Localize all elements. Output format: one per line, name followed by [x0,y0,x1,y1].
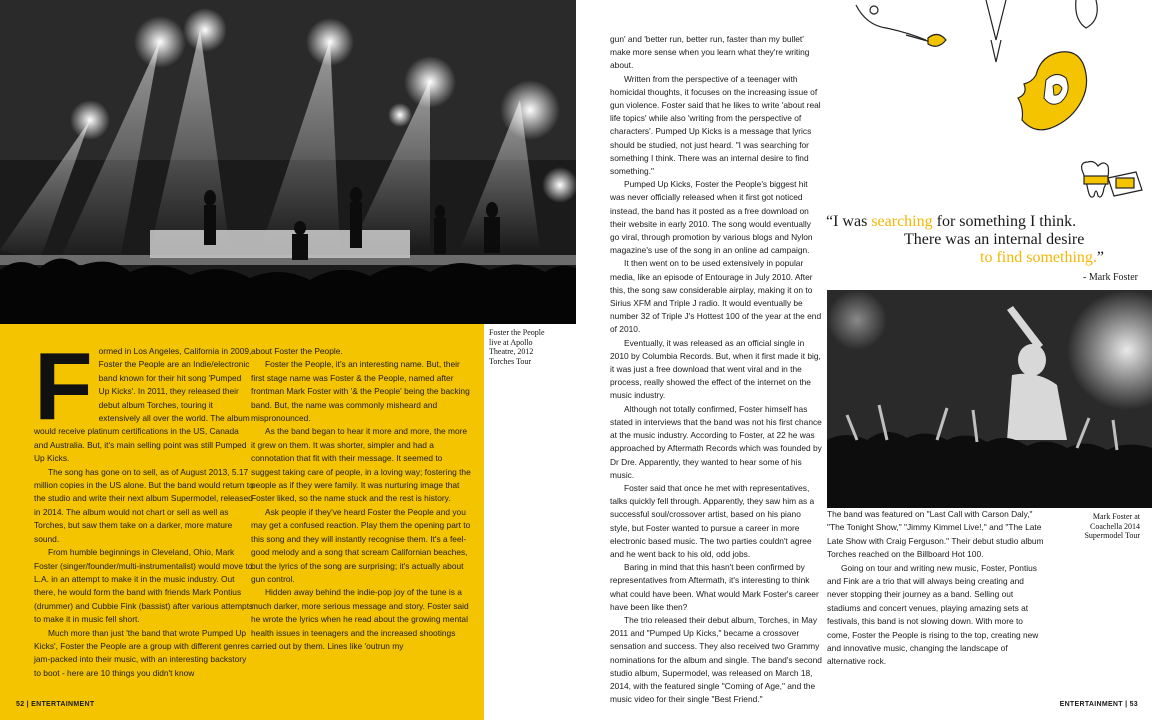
quote-text: “I was [826,213,872,230]
apollo-photo-caption [489,328,569,366]
concert-photo-coachella [827,290,1152,508]
right-page [576,0,1152,720]
quote-highlight: searching [871,213,933,230]
page-folio-left: 52 | ENTERTAINMENT [16,701,95,708]
quote-line-2: There was an internal desire [904,231,1085,248]
paragraph: The song has gone on to sell, as of August 2013, 5.17 million copies in the US alone. But the band would return to the studio and write their next album Supermodel, released in 2014. The album would not chart or sell as well as Torches, but saw them take on a darker, more mature sound. [34,466,254,544]
caption-line: live at Apollo [489,337,533,347]
quote-attribution: - Mark Foster [1083,272,1138,283]
quote-text: for something I think. [932,213,1077,230]
doodle-illustrations [846,0,1152,215]
paragraph: As the band began to hear it more and more, the more it grew on them. It was shorter, simpler and had a connotation that fit with their message. It seemed to suggest taking care of people, in a loving way; fostering the people as if they were family. It was nurturing image that Foster liked, so the name stuck and the rest is history. [251,426,471,504]
drop-cap: F [34,333,93,440]
paragraph: Hidden away behind the indie-pop joy of the tune is a much darker, more serious message and story. Foster said he wrote the lyrics when he read about the growing mental health issues in teenagers and the increased shootings carried out by them. Lines like 'outrun my [251,587,469,651]
coachella-photo-caption [1050,512,1140,541]
quote-text: ” [1096,249,1104,266]
article-column-2 [251,345,473,653]
paragraph: It then went on to be used extensively in popular media, like an episode of Entourage in July 2010. After this, the song saw considerable airplay, making it on to Sirius XFM and Triple J radio. It would eventually be number 32 of Triple J's Hottest 100 of the year at the end of 2010. [610,258,822,335]
paragraph: gun' and 'better run, better run, faster than my bullet' make more sense when you learn what they're writing about. [610,34,810,71]
pull-quote [826,213,1146,267]
article-column-1 [34,333,254,680]
caption-line: Theatre, 2012 [489,347,534,356]
caption-line: Mark Foster at [1092,512,1140,521]
caption-line: Torches Tour [489,356,532,366]
paragraph: ormed in Los Angeles, California in 2009, Foster the People are an Indie/electronic band known for their hit song 'Pumped Up Kicks'. In 2011, they released their debut album Torches, touring it extensively all over the world. The album would receive platinum certifications in the US, Canada and Australia. But, it's main selling point was still Pumped Up Kicks. [34,346,252,464]
quote-line-1 [826,213,1146,231]
paragraph: Baring in mind that this hasn't been confirmed by representatives from Aftermath, it's interesting to think what could have been. What would Mark Foster's career have been like then? [610,562,819,612]
flame-icon [1018,52,1087,130]
concert-photo-apollo [0,0,576,324]
paragraph: Foster the People, it's an interesting name. But, their first stage name was Foster & the People, named after frontman Mark Foster with '& the People' being the backing band. But, the name was commonly misheard and mispronounced. [251,359,470,424]
caption-line: Foster the People [489,328,545,337]
paragraph: Eventually, it was released as an official single in 2010 by Columbia Records. But, when it first made it big, it was just a free download that went viral and in the process, really showed the effect of the internet on the music industry. [610,337,821,401]
paragraph: Although not totally confirmed, Foster himself has stated in interviews that the band was not his first chance at the music industry. According to Foster, at 22 he was approached by Aftermath Records which was founded by Dr Dre. Apparently, they wanted to hear some of his music. [610,403,822,480]
caption-line: Coachella 2014 [1090,521,1140,531]
paragraph: about Foster the People. [251,346,343,356]
paragraph: Going on tour and writing new music, Foster, Pontius and Fink are a trio that will always being creating and never stopping their journey as a band. Selling out stadiums and concert venues, playing amazing sets at festivals, this band is not slowing down. With more to come, Foster the People is rising to the top, creating new and innovative music, changing the landscape of alternative rock. [827,562,1039,667]
quote-line-3 [826,249,1146,267]
paragraph: Ask people if they've heard Foster the People and you may get a confused reaction. Play them the opening part to this song and they will instantly recognise them. It's a feel-good melody and a song that scream Californian beaches, but the lyrics of the song are surprising; it's actually about gun control. [251,506,471,584]
tooth-icon [1082,162,1142,198]
paragraph: Pumped Up Kicks, Foster the People's biggest hit was never officially released when it first got noticed instead, the band has it posted as a free download on their website in early 2010. The song would eventually go viral, through promotion by various blogs and Nylon magazine's use of the song in an online ad campaign. [610,179,813,256]
paragraph: The band was featured on "Last Call with Carson Daly," "The Tonight Show," "Jimmy Kimmel Live!," and "The Late Late Show with Craig Ferguson." Their debut studio album Torches reached on the Billboard Hot 100. [827,509,1044,560]
paragraph: The trio released their debut album, Torches, in May 2011 and "Pumped Up Kicks," became a crossover sensation and success. They also received two Grammy nominations for the album and single. The band's second studio album, Supermodel, was released on March 18, 2014, with the featured single "Coming of Age," and the music video for their single "Best Friend." [610,614,822,705]
stage-lights-illustration [0,0,576,324]
paragraph: Foster said that once he met with representatives, talks quickly fell through. Apparently, they saw him as a successful soul/crossover artist, based on his piano style, but Foster wanted to pursue a career in more electronic based music. The two parties couldn't agree and he went back to his old, odd jobs. [610,482,815,559]
quote-highlight: to find something. [980,249,1097,266]
paragraph: Written from the perspective of a teenager with homicidal thoughts, it focuses on the increasing issue of gun violence. Foster said that he likes to write 'about real life topics' while also 'writing from the perspective of characters'. Pumped Up Kicks is a message that lyrics should be studied, not just heard. "I was searching for something I think. There was an internal desire to find something." [610,73,821,177]
page-folio-right: ENTERTAINMENT | 53 [1059,701,1138,708]
article-column-3 [610,33,822,706]
article-column-4 [827,508,1045,669]
paragraph: Much more than just 'the band that wrote Pumped Up Kicks', Foster the People are a group with different genres jam-packed into their music, with an interesting backstory to boot - here are 10 things you didn't know [34,627,250,678]
crowd-illustration [827,290,1152,508]
caption-line: Supermodel Tour [1084,531,1140,540]
paragraph: From humble beginnings in Cleveland, Ohio, Mark Foster (singer/founder/multi-instrumentalist) would move to L.A. in an attempt to make it in the music industry. Out there, he would form the band with friends Mark Pontius (drummer) and Cubbie Fink (bassist) after various attempts to make it in music fell short. [34,547,254,625]
